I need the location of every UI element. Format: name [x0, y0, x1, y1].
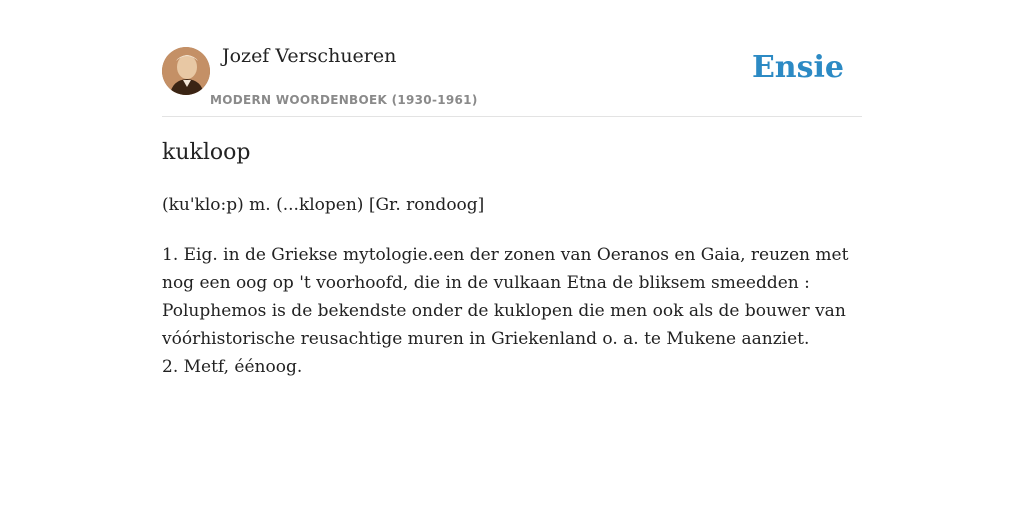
author-avatar[interactable] [162, 47, 210, 95]
headword: kukloop [162, 140, 251, 165]
entry-card [162, 0, 862, 377]
definition-body [162, 241, 862, 381]
portrait-icon [162, 47, 210, 95]
definition-item: 2. Metf, éénoog. [162, 357, 303, 377]
pronunciation: (ku'klo:p) m. (...klopen) [Gr. rondoog] [162, 195, 485, 215]
definition-item: 1. Eig. in de Griekse mytologie.een der zonen van Oeranos en Gaia, reuzen met nog een oog op 't voorhoofd, die in de vulkaan Etna de bliksem smeedden : Poluphemos is de bekendste onder de kuklopen die men ook als de bouwer van vóórhistorische reusachtige muren in Griekenland o. a. te Mukene aanziet. [162, 245, 849, 349]
dictionary-source: MODERN WOORDENBOEK (1930-1961) [210, 93, 478, 107]
ensie-logo[interactable]: Ensie [751, 50, 844, 85]
author-name[interactable]: Jozef Verschueren [222, 45, 397, 67]
entry-header [162, 0, 862, 117]
